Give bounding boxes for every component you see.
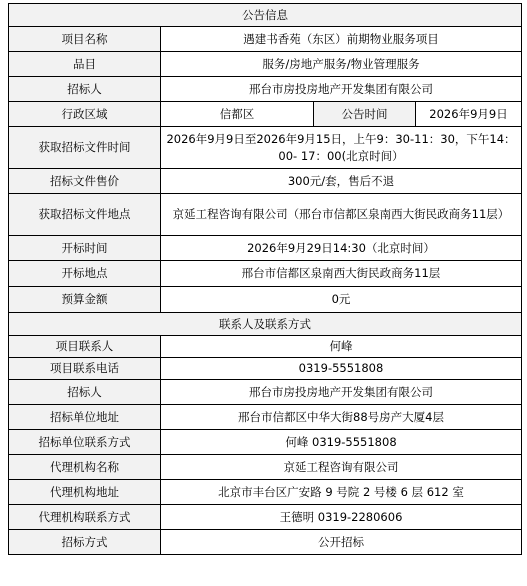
agency-name-label: 代理机构名称: [9, 455, 161, 480]
row-category: [9, 52, 522, 77]
project-contact-label: 项目联系人: [9, 336, 161, 358]
tenderer-address-label: 招标单位地址: [9, 405, 161, 430]
row-tenderer-address: [9, 405, 522, 430]
project-phone-label: 项目联系电话: [9, 358, 161, 380]
agency-name-value: 京延工程咨询有限公司: [161, 455, 522, 480]
row-budget: [9, 287, 522, 313]
obtain-time-label: 获取招标文件时间: [9, 127, 161, 169]
row-agency-name: [9, 455, 522, 480]
section-title-notice: 公告信息: [9, 4, 522, 27]
tender-notice-table: [8, 3, 522, 555]
category-value: 服务/房地产服务/物业管理服务: [161, 52, 522, 77]
tenderer-contact-label: 招标单位联系方式: [9, 430, 161, 455]
row-contact-tenderer: [9, 380, 522, 405]
project-contact-value: 何峰: [161, 336, 522, 358]
obtain-place-label: 获取招标文件地点: [9, 194, 161, 236]
row-project-name: [9, 27, 522, 52]
project-name-value: 遇建书香苑（东区）前期物业服务项目: [161, 27, 522, 52]
row-project-contact: [9, 336, 522, 358]
row-region: [9, 102, 522, 127]
row-tenderer: [9, 77, 522, 102]
tenderer-contact-value: 何峰 0319-5551808: [161, 430, 522, 455]
budget-value: 0元: [161, 287, 522, 313]
row-open-time: [9, 236, 522, 261]
doc-price-label: 招标文件售价: [9, 169, 161, 194]
agency-contact-label: 代理机构联系方式: [9, 505, 161, 530]
agency-address-value: 北京市丰台区广安路 9 号院 2 号楼 6 层 612 室: [161, 480, 522, 505]
budget-label: 预算金额: [9, 287, 161, 313]
open-place-value: 邢台市信都区泉南西大街民政商务11层: [161, 261, 522, 287]
doc-price-value: 300元/套，售后不退: [161, 169, 522, 194]
project-phone-value: 0319-5551808: [161, 358, 522, 380]
notice-date-value: 2026年9月9日: [416, 102, 522, 127]
row-method: [9, 530, 522, 555]
region-label: 行政区域: [9, 102, 161, 127]
agency-contact-value: 王德明 0319-2280606: [161, 505, 522, 530]
tenderer-label: 招标人: [9, 77, 161, 102]
project-name-label: 项目名称: [9, 27, 161, 52]
contact-tenderer-label: 招标人: [9, 380, 161, 405]
row-obtain-time: [9, 127, 522, 169]
agency-address-label: 代理机构地址: [9, 480, 161, 505]
row-doc-price: [9, 169, 522, 194]
row-obtain-place: [9, 194, 522, 236]
notice-date-label: 公告时间: [314, 102, 416, 127]
open-time-label: 开标时间: [9, 236, 161, 261]
row-agency-contact: [9, 505, 522, 530]
open-time-value: 2026年9月29日14:30（北京时间）: [161, 236, 522, 261]
method-label: 招标方式: [9, 530, 161, 555]
section-header-notice: [9, 4, 522, 27]
tenderer-address-value: 邢台市信都区中华大街88号房产大厦4层: [161, 405, 522, 430]
row-project-phone: [9, 358, 522, 380]
row-tenderer-contact: [9, 430, 522, 455]
region-value: 信都区: [161, 102, 314, 127]
category-label: 品目: [9, 52, 161, 77]
section-title-contact: 联系人及联系方式: [9, 313, 522, 336]
obtain-time-value: 2026年9月9日至2026年9月15日，上午9：30-11：30，下午14：00- 17：00(北京时间）: [161, 127, 522, 169]
method-value: 公开招标: [161, 530, 522, 555]
obtain-place-value: 京延工程咨询有限公司（邢台市信都区泉南西大街民政商务11层）: [161, 194, 522, 236]
contact-tenderer-value: 邢台市房投房地产开发集团有限公司: [161, 380, 522, 405]
row-agency-address: [9, 480, 522, 505]
open-place-label: 开标地点: [9, 261, 161, 287]
section-header-contact: [9, 313, 522, 336]
tenderer-value: 邢台市房投房地产开发集团有限公司: [161, 77, 522, 102]
row-open-place: [9, 261, 522, 287]
